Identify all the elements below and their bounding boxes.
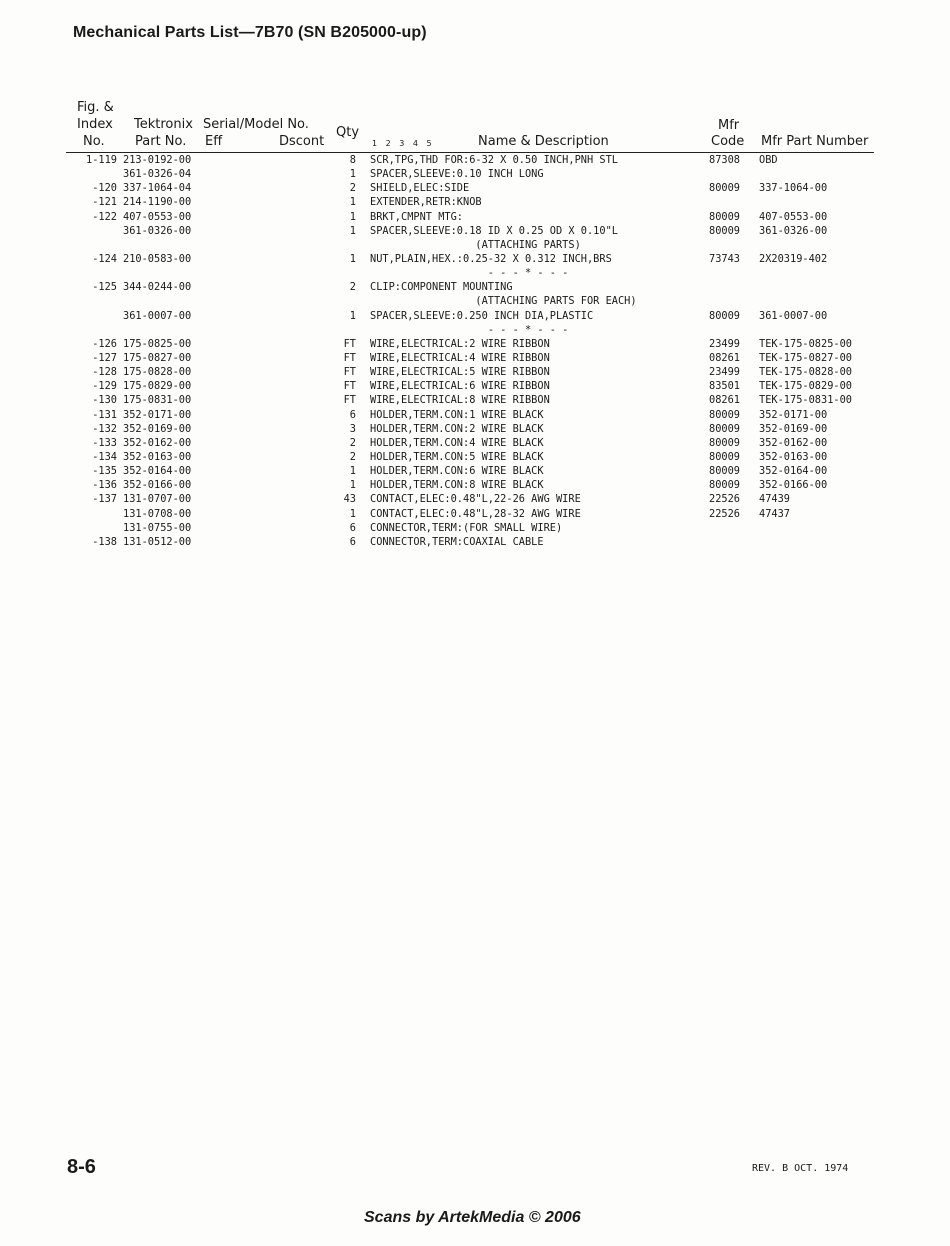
- description: EXTENDER,RETR:KNOB: [370, 196, 482, 209]
- quantity: FT: [343, 337, 356, 350]
- description: NUT,PLAIN,HEX.:0.25-32 X 0.312 INCH,BRS: [370, 252, 612, 265]
- mfr-part-number: 352-0171-00: [759, 408, 828, 421]
- quantity: 1: [349, 309, 356, 322]
- index-number: -135: [92, 465, 117, 478]
- header-mfr-code: Code: [711, 134, 745, 149]
- index-number: -122: [92, 210, 117, 223]
- part-number: 175-0829-00: [123, 380, 192, 393]
- description: CONNECTOR,TERM:(FOR SMALL WIRE): [370, 521, 563, 534]
- mfr-code: 80009: [709, 422, 740, 435]
- index-number: -132: [92, 422, 117, 435]
- quantity: 2: [349, 182, 356, 195]
- mfr-code: 08261: [709, 351, 740, 364]
- quantity: FT: [343, 351, 356, 364]
- part-number: 175-0828-00: [123, 366, 192, 379]
- part-number: 210-0583-00: [123, 252, 192, 265]
- table-row: [0, 478, 950, 492]
- description: SPACER,SLEEVE:0.250 INCH DIA,PLASTIC: [370, 309, 594, 322]
- mfr-code: 22526: [709, 507, 740, 520]
- part-number: 131-0755-00: [123, 521, 192, 534]
- description: SPACER,SLEEVE:0.18 ID X 0.25 OD X 0.10"L: [370, 224, 618, 237]
- part-number: 131-0708-00: [123, 507, 192, 520]
- header-qty: Qty: [336, 125, 360, 140]
- part-number: 213-0192-00: [123, 154, 192, 166]
- description: WIRE,ELECTRICAL:4 WIRE RIBBON: [370, 351, 550, 364]
- quantity: 1: [349, 168, 356, 181]
- quantity: 6: [349, 535, 356, 548]
- table-row: [0, 167, 950, 181]
- table-row: [0, 337, 950, 351]
- table-row: [0, 195, 950, 209]
- index-number: -134: [92, 450, 117, 463]
- header-name-description: Name & Description: [478, 134, 609, 149]
- mfr-part-number: TEK-175-0829-00: [759, 380, 852, 393]
- quantity: 1: [349, 224, 356, 237]
- mfr-part-number: TEK-175-0828-00: [759, 366, 852, 379]
- page-title: Mechanical Parts List—7B70 (SN B205000-up): [73, 24, 427, 41]
- description: HOLDER,TERM.CON:8 WIRE BLACK: [370, 479, 544, 492]
- mfr-code: 80009: [709, 436, 740, 449]
- mfr-part-number: 352-0164-00: [759, 465, 828, 478]
- quantity: 43: [343, 493, 356, 506]
- part-number: 352-0166-00: [123, 479, 192, 492]
- header-mfr: Mfr: [718, 118, 740, 133]
- table-row: [0, 521, 950, 535]
- description: WIRE,ELECTRICAL:5 WIRE RIBBON: [370, 366, 550, 379]
- table-row: [0, 492, 950, 506]
- description: - - - * - - -: [370, 323, 569, 336]
- description: HOLDER,TERM.CON:2 WIRE BLACK: [370, 422, 544, 435]
- mfr-code: 23499: [709, 337, 740, 350]
- table-row: [0, 422, 950, 436]
- table-row: [0, 280, 950, 294]
- mfr-code: 80009: [709, 479, 740, 492]
- index-number: -136: [92, 479, 117, 492]
- table-row: [0, 153, 950, 167]
- table-row: [0, 309, 950, 323]
- quantity: 6: [349, 408, 356, 421]
- header-part-no: Part No.: [135, 134, 187, 149]
- table-row: [0, 365, 950, 379]
- quantity: 1: [349, 210, 356, 223]
- mfr-code: 23499: [709, 366, 740, 379]
- mfr-part-number: 361-0007-00: [759, 309, 828, 322]
- quantity: FT: [343, 380, 356, 393]
- mfr-code: 80009: [709, 450, 740, 463]
- table-row: [0, 464, 950, 478]
- part-number: 344-0244-00: [123, 281, 192, 294]
- part-number: 352-0171-00: [123, 408, 192, 421]
- index-number: -127: [92, 351, 117, 364]
- mfr-part-number: 47439: [759, 493, 790, 506]
- part-number: 131-0707-00: [123, 493, 192, 506]
- index-number: -124: [92, 252, 117, 265]
- scan-credit: Scans by ArtekMedia © 2006: [364, 1209, 581, 1226]
- mfr-part-number: TEK-175-0827-00: [759, 351, 852, 364]
- index-number: -129: [92, 380, 117, 393]
- table-row: [0, 224, 950, 238]
- part-number: 175-0825-00: [123, 337, 192, 350]
- mfr-part-number: 352-0163-00: [759, 450, 828, 463]
- mfr-code: 80009: [709, 224, 740, 237]
- description: WIRE,ELECTRICAL:6 WIRE RIBBON: [370, 380, 550, 393]
- quantity: 3: [349, 422, 356, 435]
- quantity: 1: [349, 465, 356, 478]
- part-number: 361-0326-00: [123, 224, 192, 237]
- table-row: [0, 266, 950, 280]
- part-number: 352-0162-00: [123, 436, 192, 449]
- quantity: FT: [343, 366, 356, 379]
- mfr-code: 80009: [709, 182, 740, 195]
- quantity: 1: [349, 507, 356, 520]
- mfr-code: 83501: [709, 380, 740, 393]
- table-row: [0, 323, 950, 337]
- header-eff: Eff: [205, 134, 223, 149]
- header-tektronix: Tektronix: [134, 117, 193, 132]
- part-number: 361-0007-00: [123, 309, 192, 322]
- index-number: -120: [92, 182, 117, 195]
- mfr-part-number: 352-0162-00: [759, 436, 828, 449]
- part-number: 175-0831-00: [123, 394, 192, 407]
- mfr-code: 80009: [709, 465, 740, 478]
- description: SHIELD,ELEC:SIDE: [370, 182, 470, 195]
- header-mfr-part-number: Mfr Part Number: [761, 134, 869, 149]
- table-row: [0, 535, 950, 549]
- part-number: 407-0553-00: [123, 210, 192, 223]
- index-number: 1-119: [86, 154, 117, 166]
- table-row: [0, 294, 950, 308]
- table-row: [0, 252, 950, 266]
- index-number: -133: [92, 436, 117, 449]
- mfr-part-number: TEK-175-0825-00: [759, 337, 852, 350]
- index-number: -125: [92, 281, 117, 294]
- header-fig-index-line3: No.: [83, 134, 105, 149]
- part-number: 352-0169-00: [123, 422, 192, 435]
- parts-table: [0, 153, 950, 549]
- header-dscont: Dscont: [279, 134, 325, 149]
- table-row: [0, 450, 950, 464]
- quantity: 2: [349, 450, 356, 463]
- header-fig-index-line2: Index: [77, 117, 113, 132]
- mfr-code: 80009: [709, 408, 740, 421]
- mfr-code: 73743: [709, 252, 740, 265]
- page-number: 8-6: [67, 1156, 96, 1178]
- quantity: FT: [343, 394, 356, 407]
- table-row: [0, 436, 950, 450]
- table-row: [0, 408, 950, 422]
- description: HOLDER,TERM.CON:6 WIRE BLACK: [370, 465, 544, 478]
- mfr-part-number: 352-0169-00: [759, 422, 828, 435]
- index-number: -121: [92, 196, 117, 209]
- mfr-part-number: OBD: [759, 154, 778, 166]
- part-number: 175-0827-00: [123, 351, 192, 364]
- revision-date: REV. B OCT. 1974: [752, 1163, 849, 1174]
- table-row: [0, 507, 950, 521]
- mfr-code: 87308: [709, 154, 740, 166]
- index-number: -128: [92, 366, 117, 379]
- index-number: -131: [92, 408, 117, 421]
- description: HOLDER,TERM.CON:5 WIRE BLACK: [370, 450, 544, 463]
- description: (ATTACHING PARTS FOR EACH): [370, 295, 637, 308]
- mfr-code: 22526: [709, 493, 740, 506]
- table-row: [0, 351, 950, 365]
- table-row: [0, 379, 950, 393]
- mfr-code: 80009: [709, 309, 740, 322]
- description: (ATTACHING PARTS): [370, 238, 581, 251]
- description: - - - * - - -: [370, 267, 569, 280]
- table-row: [0, 181, 950, 195]
- table-row: [0, 210, 950, 224]
- quantity: 1: [349, 252, 356, 265]
- description: WIRE,ELECTRICAL:8 WIRE RIBBON: [370, 394, 550, 407]
- index-number: -137: [92, 493, 117, 506]
- part-number: 361-0326-04: [123, 168, 192, 181]
- description: SPACER,SLEEVE:0.10 INCH LONG: [370, 168, 544, 181]
- mfr-code: 80009: [709, 210, 740, 223]
- description: CLIP:COMPONENT MOUNTING: [370, 281, 513, 294]
- index-number: -126: [92, 337, 117, 350]
- description: BRKT,CMPNT MTG:: [370, 210, 463, 223]
- quantity: 1: [349, 479, 356, 492]
- part-number: 352-0164-00: [123, 465, 192, 478]
- mfr-part-number: TEK-175-0831-00: [759, 394, 852, 407]
- mfr-part-number: 47437: [759, 507, 790, 520]
- table-row: [0, 393, 950, 407]
- quantity: 1: [349, 196, 356, 209]
- description: HOLDER,TERM.CON:1 WIRE BLACK: [370, 408, 544, 421]
- quantity: 2: [349, 281, 356, 294]
- quantity: 2: [349, 436, 356, 449]
- part-number: 352-0163-00: [123, 450, 192, 463]
- index-number: -138: [92, 535, 117, 548]
- mfr-part-number: 361-0326-00: [759, 224, 828, 237]
- mfr-code: 08261: [709, 394, 740, 407]
- description: CONNECTOR,TERM:COAXIAL CABLE: [370, 535, 544, 548]
- description: CONTACT,ELEC:0.48"L,22-26 AWG WIRE: [370, 493, 581, 506]
- header-fig-index-line1: Fig. &: [77, 100, 114, 115]
- mfr-part-number: 352-0166-00: [759, 479, 828, 492]
- quantity: 8: [349, 154, 356, 166]
- part-number: 131-0512-00: [123, 535, 192, 548]
- mfr-part-number: 407-0553-00: [759, 210, 828, 223]
- mfr-part-number: 2X20319-402: [759, 252, 828, 265]
- index-number: -130: [92, 394, 117, 407]
- part-number: 337-1064-04: [123, 182, 192, 195]
- description: HOLDER,TERM.CON:4 WIRE BLACK: [370, 436, 544, 449]
- description: SCR,TPG,THD FOR:6-32 X 0.50 INCH,PNH STL: [370, 154, 618, 166]
- part-number: 214-1190-00: [123, 196, 192, 209]
- header-serial-model: Serial/Model No.: [203, 117, 309, 132]
- description: WIRE,ELECTRICAL:2 WIRE RIBBON: [370, 337, 550, 350]
- description: CONTACT,ELEC:0.48"L,28-32 AWG WIRE: [370, 507, 581, 520]
- header-indent-levels: 1 2 3 4 5: [372, 139, 435, 148]
- table-row: [0, 238, 950, 252]
- mfr-part-number: 337-1064-00: [759, 182, 828, 195]
- quantity: 6: [349, 521, 356, 534]
